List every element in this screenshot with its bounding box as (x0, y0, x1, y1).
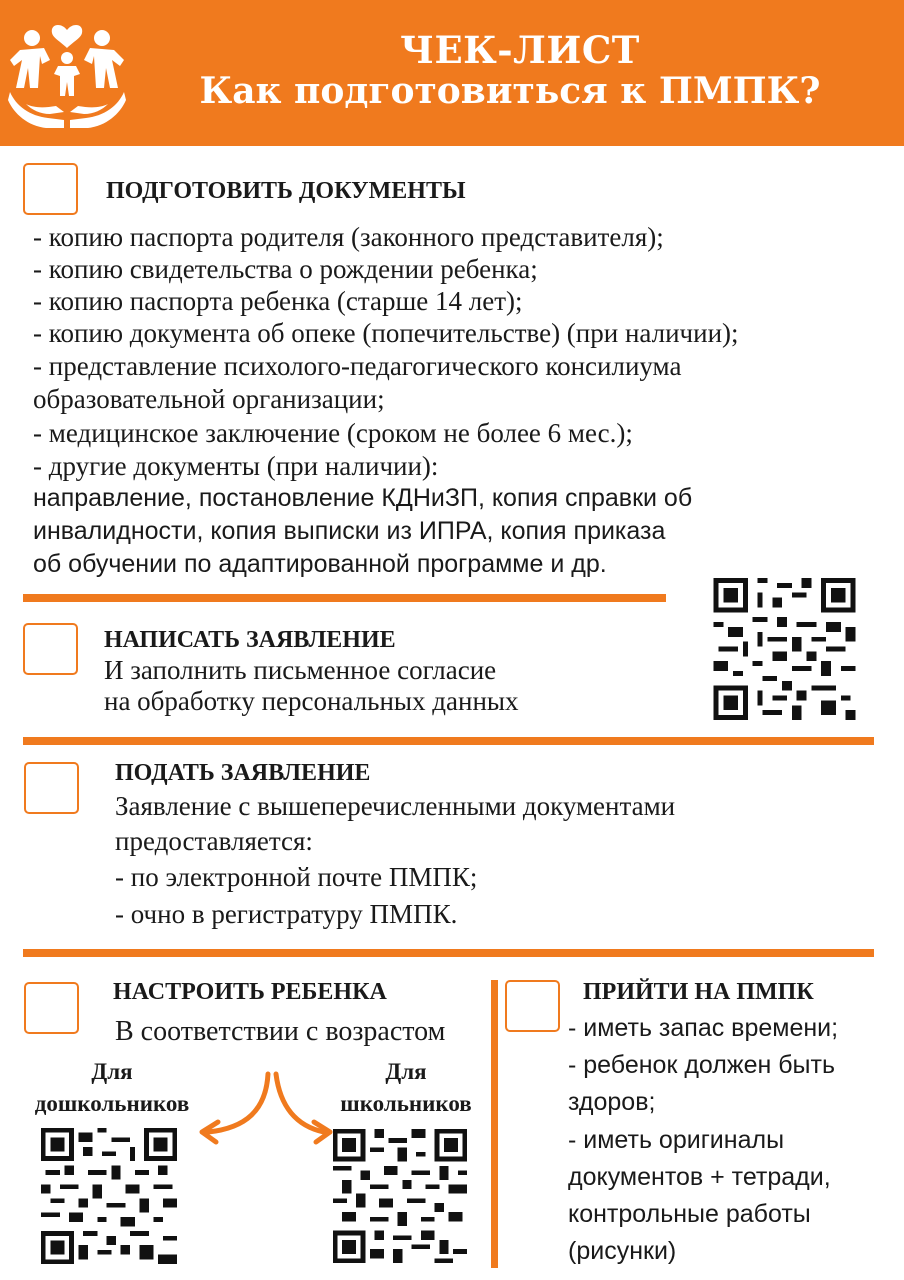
qr-code-application-icon[interactable] (712, 578, 857, 720)
arrive-item: - иметь оригиналы (568, 1126, 785, 1154)
heading-documents: ПОДГОТОВИТЬ ДОКУМЕНТЫ (106, 178, 466, 204)
application-text: И заполнить письменное согласие (104, 655, 497, 685)
preschool-label (34, 1056, 190, 1120)
checkbox-child[interactable] (24, 982, 79, 1034)
arrive-item: - ребенок должен быть (568, 1051, 836, 1079)
divider (23, 594, 666, 602)
arrive-item: здоров; (568, 1088, 656, 1116)
arrive-item: (рисунки) (568, 1237, 677, 1265)
vertical-divider (491, 980, 498, 1268)
divider (23, 737, 874, 745)
curved-arrows-icon (196, 1070, 336, 1150)
arrive-item: контрольные работы (568, 1200, 811, 1228)
checkbox-arrive[interactable] (505, 980, 560, 1032)
document-item: образовательной организации; (33, 384, 385, 414)
preschool-label-line: Для (91, 1059, 133, 1084)
page-title: ЧЕК-ЛИСТ (400, 28, 640, 72)
document-item: об обучении по адаптированной программе и др. (33, 550, 607, 578)
submit-text: - по электронной почте ПМПК; (115, 862, 478, 892)
heading-arrive: ПРИЙТИ НА ПМПК (583, 979, 814, 1005)
qr-code-preschool-icon[interactable] (41, 1128, 177, 1264)
submit-text: предоставляется: (115, 826, 313, 856)
heading-submit: ПОДАТЬ ЗАЯВЛЕНИЕ (115, 760, 371, 786)
divider (23, 949, 874, 957)
document-item: - медицинское заключение (сроком не более 6 мес.); (33, 418, 633, 448)
checkbox-documents[interactable] (23, 163, 78, 215)
submit-text: Заявление с вышеперечисленными документами (115, 791, 676, 821)
family-hands-logo-icon (6, 8, 128, 136)
page-subtitle: Как подготовиться к ПМПК? (199, 70, 821, 112)
document-item: инвалидности, копия выписки из ИПРА, копия приказа (33, 517, 666, 545)
preschool-label-line: дошкольников (34, 1091, 190, 1116)
document-item: - другие документы (при наличии): (33, 451, 439, 481)
arrive-item: - иметь запас времени; (568, 1014, 839, 1042)
child-subtitle: В соответствии с возрастом (115, 1016, 446, 1047)
checkbox-submit[interactable] (24, 762, 79, 814)
document-item: - копию свидетельства о рождении ребенка; (33, 254, 538, 284)
header-banner (0, 0, 904, 146)
arrive-item: документов + тетради, (568, 1163, 831, 1191)
school-label-line: Для (385, 1059, 427, 1084)
heading-application: НАПИСАТЬ ЗАЯВЛЕНИЕ (104, 627, 396, 653)
submit-text: - очно в регистратуру ПМПК. (115, 899, 458, 929)
document-item: - копию документа об опеке (попечительстве) (при наличии); (33, 318, 739, 348)
application-text: на обработку персональных данных (104, 686, 519, 716)
document-item: - копию паспорта ребенка (старше 14 лет); (33, 286, 523, 316)
document-item: направление, постановление КДНиЗП, копия справки об (33, 484, 693, 512)
heading-child: НАСТРОИТЬ РЕБЕНКА (113, 979, 387, 1005)
school-label (336, 1056, 476, 1120)
checkbox-application[interactable] (23, 623, 78, 675)
qr-code-school-icon[interactable] (333, 1128, 467, 1264)
document-item: - копию паспорта родителя (законного представителя); (33, 222, 664, 252)
document-item: - представление психолого-педагогического консилиума (33, 351, 682, 381)
school-label-line: школьников (340, 1091, 472, 1116)
